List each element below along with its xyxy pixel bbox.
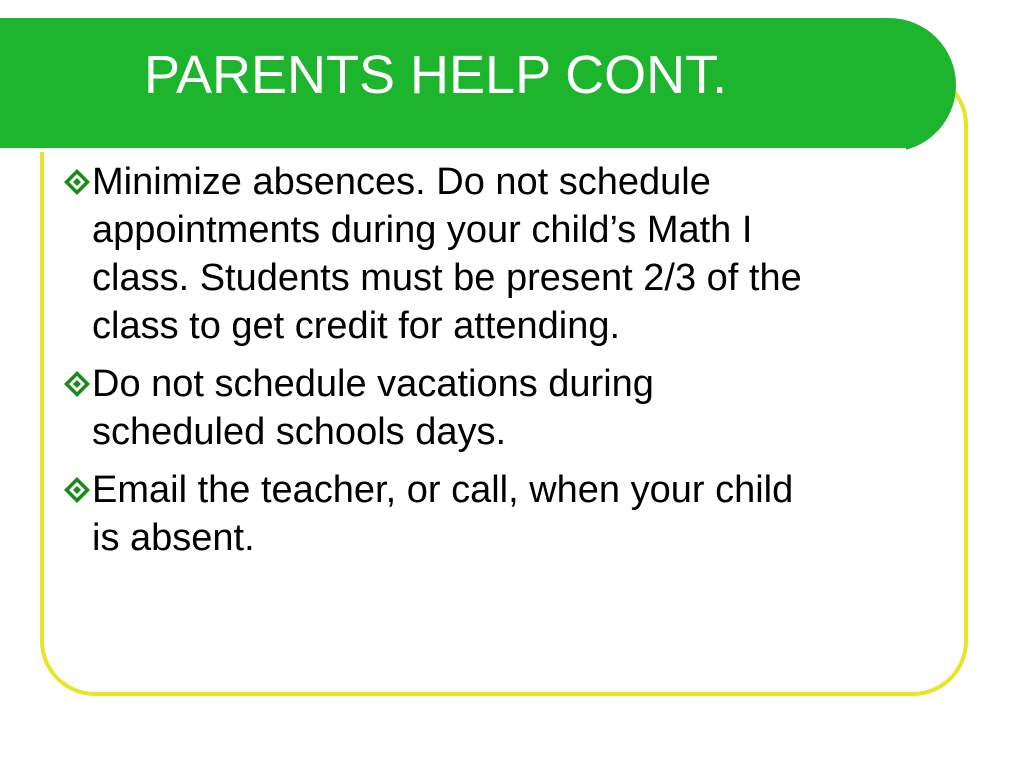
bullet-item-email xyxy=(62,466,967,562)
bullet-line: scheduled schools days. xyxy=(92,411,507,453)
diamond-bullet-icon xyxy=(62,360,92,408)
bullet-line: class. Students must be present 2/3 of the xyxy=(92,257,802,299)
bullet-line: Minimize absences. Do not schedule xyxy=(92,161,711,203)
bullet-line: Email the teacher, or call, when your child xyxy=(92,469,794,511)
bullet-text xyxy=(92,158,967,350)
bullet-item-vacations xyxy=(62,360,967,456)
slide-title: PARENTS HELP CONT. xyxy=(144,45,728,105)
bullet-line: Do not schedule vacations during xyxy=(92,363,654,405)
bullet-item-absences xyxy=(62,158,967,350)
diamond-bullet-icon xyxy=(62,158,92,206)
diamond-bullet-icon xyxy=(62,466,92,514)
bullet-text xyxy=(92,360,967,456)
bullet-text xyxy=(92,466,967,562)
bullet-line: is absent. xyxy=(92,517,255,559)
bullet-line: appointments during your child’s Math I xyxy=(92,209,753,251)
bullet-list xyxy=(62,158,967,572)
title-underline xyxy=(0,148,906,152)
bullet-line: class to get credit for attending. xyxy=(92,305,621,347)
